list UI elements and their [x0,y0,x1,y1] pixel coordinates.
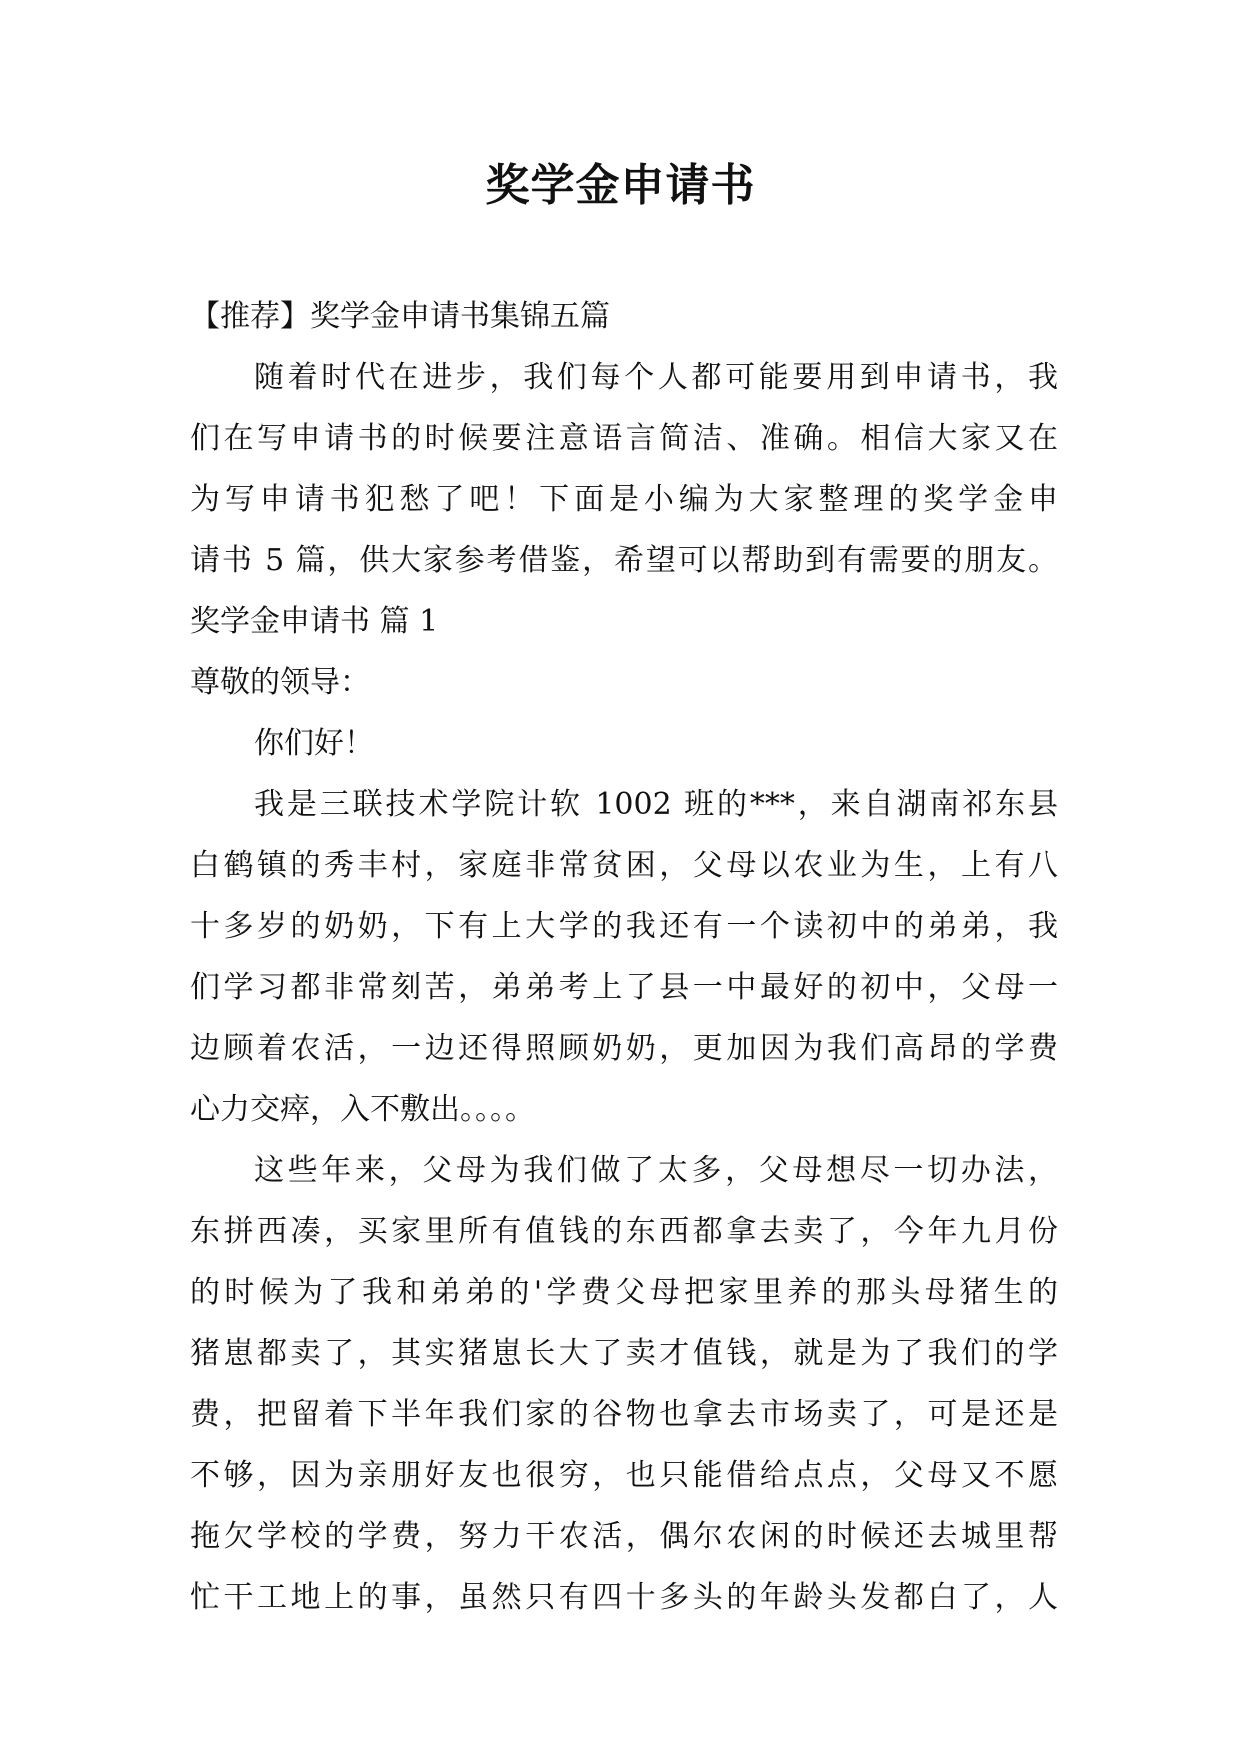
text-line: 边顾着农活，一边还得照顾奶奶，更加因为我们高昂的学费 [190,1031,1058,1066]
text-line: 十多岁的奶奶，下有上大学的我还有一个读初中的弟弟，我 [190,909,1058,944]
text-line: 心力交瘁，入不敷出。。。。 [190,1092,535,1127]
text-line: 忙干工地上的事，虽然只有四十多头的年龄头发都白了，人 [190,1580,1058,1615]
text-line: 请书 5 篇，供大家参考借鉴，希望可以帮助到有需要的朋友。 [190,543,1058,578]
text-line: 奖学金申请书 篇 1 [190,604,439,639]
text-line: 白鹤镇的秀丰村，家庭非常贫困，父母以农业为生，上有八 [190,848,1058,883]
text-line: 们学习都非常刻苦，弟弟考上了县一中最好的初中，父母一 [190,970,1058,1005]
text-line: 的时候为了我和弟弟的'学费父母把家里养的那头母猪生的 [190,1275,1058,1310]
text-line: 东拼西凑，买家里所有值钱的东西都拿去卖了，今年九月份 [190,1214,1058,1249]
document-title: 奖学金申请书 [485,160,756,211]
document-body [190,286,1058,1628]
text-line: 我是三联技术学院计软 1002 班的***，来自湖南祁东县 [254,787,1058,822]
text-line: 拖欠学校的学费，努力干农活，偶尔农闲的时候还去城里帮 [190,1519,1058,1554]
text-line: 不够，因为亲朋好友也很穷，也只能借给点点，父母又不愿 [190,1458,1058,1493]
text-line: 【推荐】奖学金申请书集锦五篇 [190,299,610,334]
text-line: 为写申请书犯愁了吧！下面是小编为大家整理的奖学金申 [190,482,1058,517]
text-line: 们在写申请书的时候要注意语言简洁、准确。相信大家又在 [190,421,1058,456]
text-line: 你们好！ [254,726,374,761]
text-line: 这些年来，父母为我们做了太多，父母想尽一切办法， [254,1153,1058,1188]
text-line: 费，把留着下半年我们家的谷物也拿去市场卖了，可是还是 [190,1397,1058,1432]
text-line: 随着时代在进步，我们每个人都可能要用到申请书，我 [254,360,1058,395]
text-line: 尊敬的领导： [190,665,370,700]
text-line: 猪崽都卖了，其实猪崽长大了卖才值钱，就是为了我们的学 [190,1336,1058,1371]
